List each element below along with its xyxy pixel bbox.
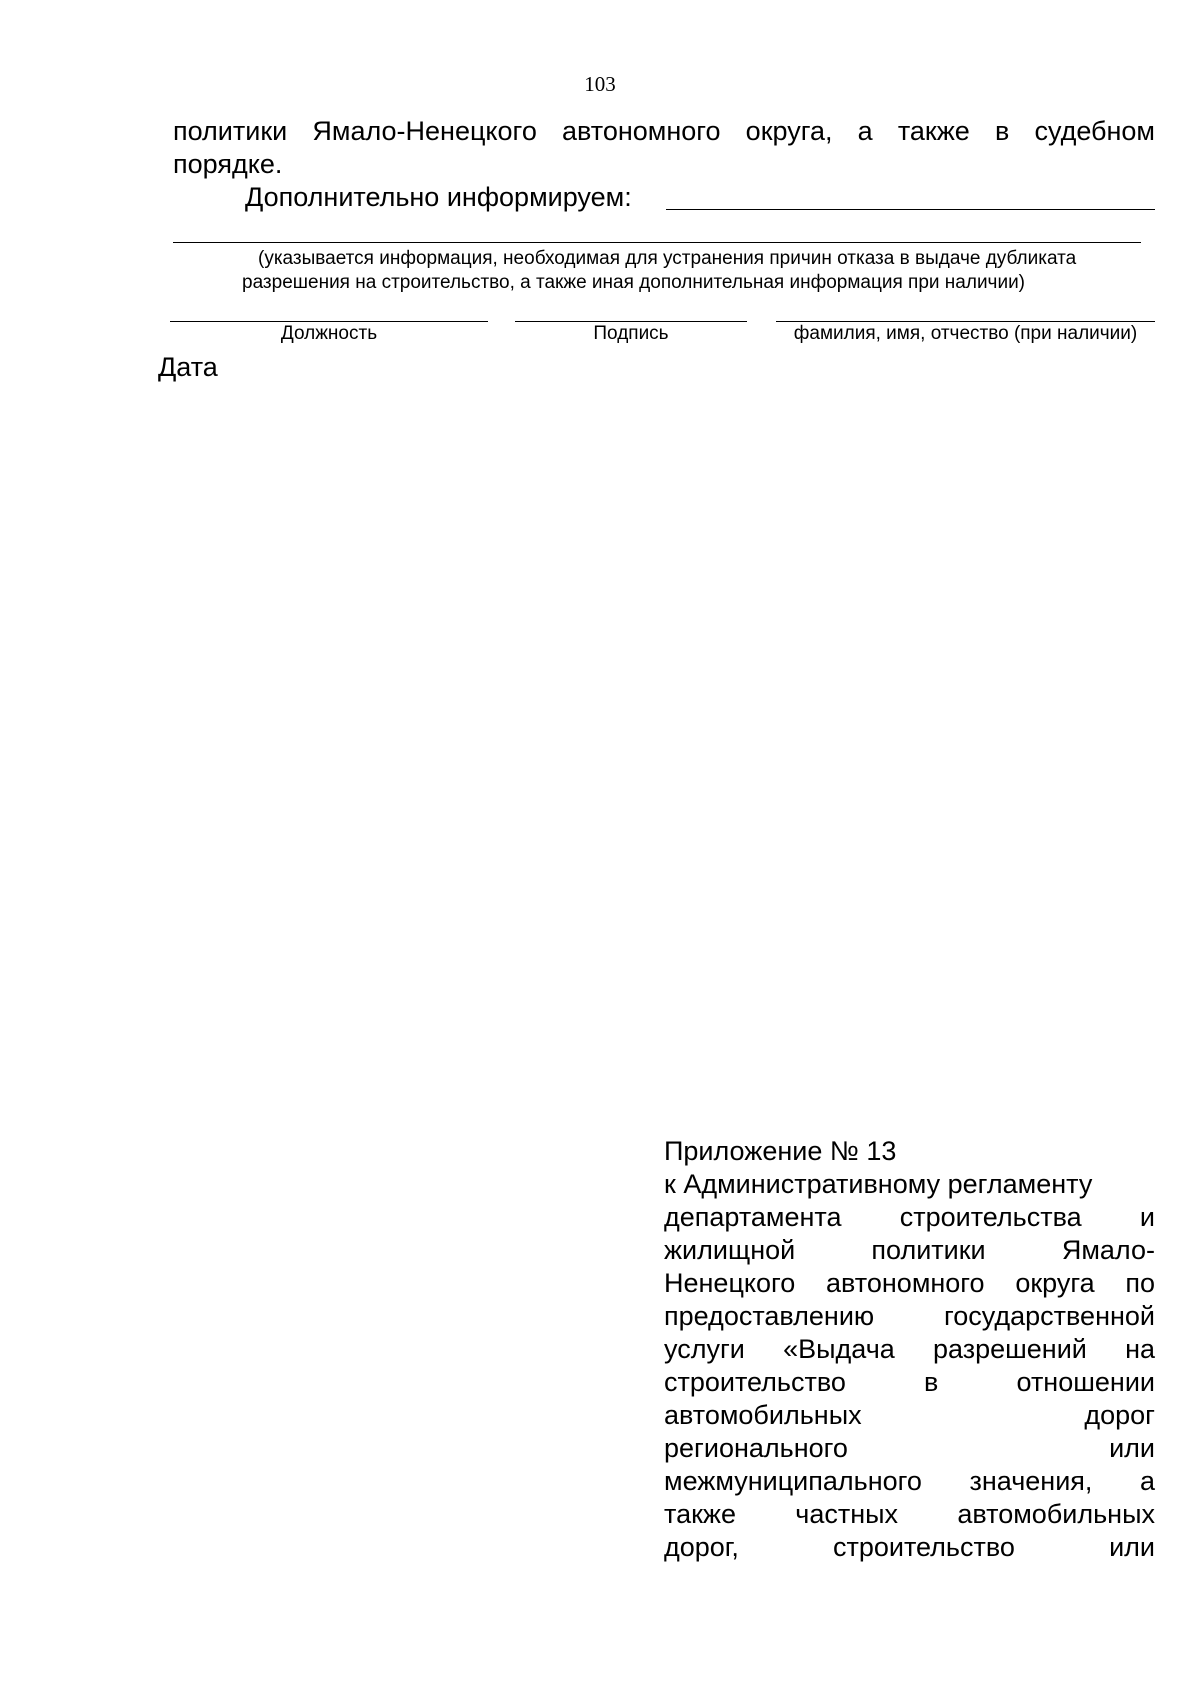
position-label: Должность	[280, 323, 378, 344]
appendix-title: Приложение № 13	[664, 1136, 897, 1166]
appendix-line: строительство в отношении	[664, 1367, 1155, 1397]
appendix-line: межмуниципального значения, а	[664, 1466, 1155, 1496]
appendix-line: предоставлению государственной	[664, 1301, 1155, 1331]
appendix-line: автомобильных дорог	[664, 1400, 1155, 1430]
additional-info-blank-line-2	[173, 242, 1141, 243]
page-number: 103	[584, 72, 616, 96]
note-line-2: разрешения на строительство, а также иная дополнительная информация при наличии)	[242, 272, 1026, 293]
body-line-2: порядке.	[173, 149, 283, 179]
date-label: Дата	[158, 352, 218, 382]
appendix-line: регионального или	[664, 1433, 1155, 1463]
additional-info-label: Дополнительно информируем:	[245, 182, 632, 212]
position-signature-line	[170, 321, 488, 322]
appendix-line: департамента строительства и	[664, 1202, 1155, 1232]
appendix-line: услуги «Выдача разрешений на	[664, 1334, 1155, 1364]
appendix-line: Ненецкого автономного округа по	[664, 1268, 1155, 1298]
appendix-subtitle: к Административному регламенту	[664, 1169, 1093, 1199]
appendix-line: дорог, строительство или	[664, 1532, 1155, 1562]
name-label: фамилия, имя, отчество (при наличии)	[793, 323, 1138, 344]
signature-label: Подпись	[593, 323, 669, 344]
appendix-line: также частных автомобильных	[664, 1499, 1155, 1529]
appendix-block	[664, 1135, 1155, 1564]
name-signature-line	[776, 321, 1155, 322]
signature-line	[515, 321, 747, 322]
note-line-1: (указывается информация, необходимая для устранения причин отказа в выдаче дубликата	[258, 248, 1077, 269]
appendix-line: жилищной политики Ямало-	[664, 1235, 1155, 1265]
additional-info-blank-line	[666, 209, 1155, 210]
body-line-1: политики Ямало-Ненецкого автономного округа, а также в судебном	[173, 116, 1155, 146]
